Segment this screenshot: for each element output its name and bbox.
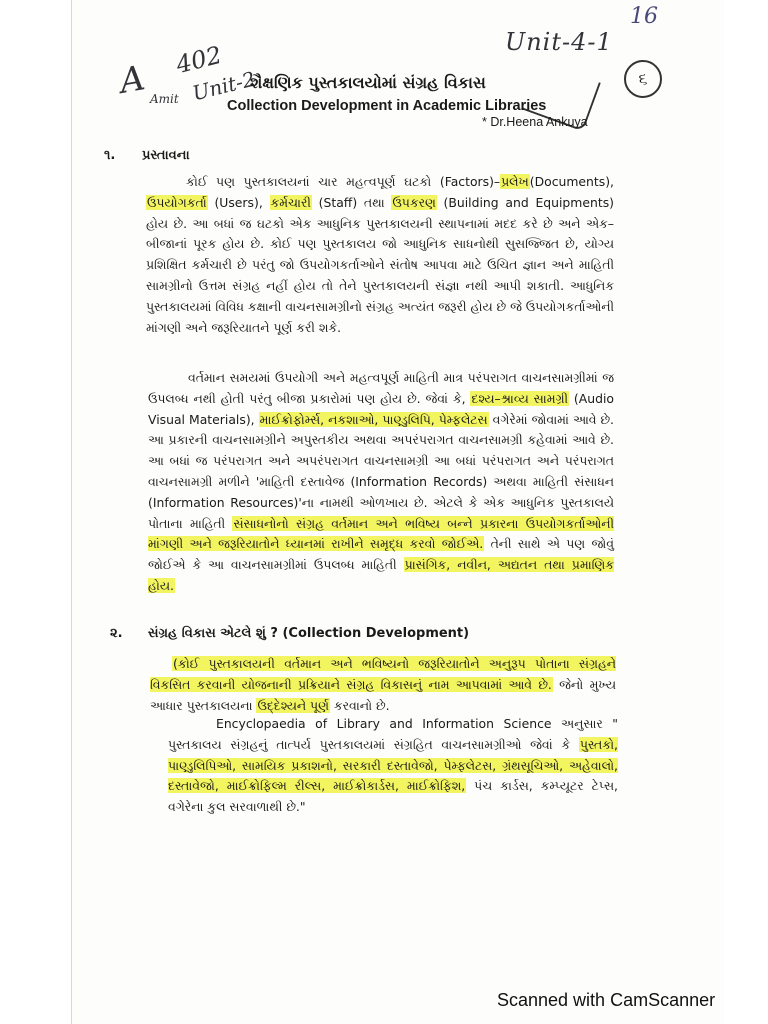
title-gujarati: શૈક્ષણિક પુસ્તકાલયોમાં સંગ્રહ વિકાસ: [250, 73, 486, 92]
course-code-handwritten: 402: [173, 40, 225, 80]
section-number: ૧.: [104, 148, 116, 163]
section-title: સંગ્રહ વિકાસ એટલે શું ? (Collection Development): [148, 626, 470, 641]
title-english: Collection Development in Academic Libraries: [227, 98, 547, 114]
section-title: પ્રસ્તાવના: [142, 148, 190, 163]
section-number: ૨.: [110, 626, 123, 641]
paragraph-information-resources: વર્તમાન સમયમાં ઉપયોગી અને મહત્વપૂર્ણ માહિતી માત્ર પરંપરાગત વાચનસામગ્રીમાં જ ઉપલબ્ધ નથી હોતી પરંતુ બીજા પ્રકારોમાં પણ હોય છે. જેવાં કે, દશ્ય–શ્રાવ્ય સામગ્રી (Audio Visual Materials), માઈક્રોફોર્મ્સ, નકશાઓ, પાણ્ડુલિપિ, પેમ્ફલેટસ વગેરેમાં જોવામાં આવે છે. આ પ્રકારની વાચનસામગ્રીને અપુસ્તકીય અથવા અપરંપરાગત વાચનસામગ્રી કહેવામાં આવે છે. આ બધાં જ પરંપરાગત અને અપરંપરાગત વાચનસામગ્રી આ બધાં પરંપરાગત અને પરંપરાગત વાચનસામગ્રી મળીને 'માહિતી દસ્તાવેજ (Information Records) અથવા માહિતી સંસાધન (Information Resources)'ના નામથી ઓળખાય છે. એટલે કે એક આધુનિક પુસ્તકાલયે પોતાના માહિતી સંસાધનોનો સંગ્રહ વર્તમાન અને ભવિષ્ય બન્ને પ્રકારના ઉપયોગકર્તાઓની માંગણી અને જરૂરિયાતોને ધ્યાનમાં રાખીને સમૃદ્ધ કરવો જોઈએ. તેની સાથે એ પણ જોવું જોઈએ કે આ વાચનસામગ્રીમાં ઉપલબ્ધ માહિતી પ્રાસંગિક, નવીન, અદ્યતન તથા પ્રમાણિક હોય.: [148, 370, 615, 593]
page-number: 16: [630, 4, 658, 29]
paragraph-introduction: કોઈ પણ પુસ્તકાલયનાં ચાર મહત્વપૂર્ણ ઘટકો (Factors)–પ્રલેખ(Documents), ઉપયોગકર્તા (Users), કર્મચારી (Staff) તથા ઉપકરણ (Building and Equipments) હોય છે. આ બધાં જ ઘટકો એક આધુનિક પુસ્તકાલયની સ્થાપનામાં મદદ કરે છે અને એક–બીજાનાં પૂરક હોય છે. કોઈ પણ પુસ્તકાલય જો આધુનિક સાધનોથી સુસજ્જિત છે, યોગ્ય પ્રશિક્ષિત કર્મચારી છે પરંતુ જો ઉપયોગકર્તાઓને સંતોષ આપવા માટે ઉચિત જ્ઞાન અને માહિતી સામગ્રીનો ઉત્તમ સંગ્રહ નહીં હોય તો તેને પુસ્તકાલયની સંજ્ઞા નથી આપી શકાતી. આધુનિક પુસ્તકાલયમાં વિવિધ કક્ષાની વાચનસામગ્રીનો સંગ્રહ અત્યંત જરૂરી હોય છે જે ઉપયોગકર્તાઓની માંગણી અને જરૂરિયાતને પૂર્ણ કરી શકે.: [146, 174, 614, 335]
paragraph-encyclopaedia-quote: Encyclopaedia of Library and Information Science અનુસાર " પુસ્તકાલય સંગ્રહનું તાત્પર્ય પુસ્તકાલયમાં સંગ્રહિત વાચનસામગ્રીઓ જેવાં કે પુસ્તકો, પાણ્ડુલિપિઓ, સામયિક પ્રકાશનો, સરકારી દસ્તાવેજો, પેમ્ફલેટસ, ગ્રંથસૂચિઓ, અહેવાલો, દસ્તાવેજો, માઈક્રોફિલ્મ રીલ્સ, માઈક્રોકાર્ડસ, માઈક્રોફિશ, પંચ કાર્ડસ, કમ્પ્યૂટર ટેપ્સ, વગેરેના કુલ સરવાળાથી છે.": [168, 716, 618, 815]
grade-mark-handwritten: A: [116, 58, 148, 102]
author: * Dr.Heena Ankuya: [482, 115, 588, 129]
circled-number: ૬: [624, 60, 662, 98]
unit-note-handwritten: Unit-2: [190, 66, 258, 106]
unit-label-handwritten: Unit-4-1: [505, 28, 613, 56]
scanner-watermark: Scanned with CamScanner: [497, 990, 716, 1010]
paragraph-definition: (કોઈ પુસ્તકાલયની વર્તમાન અને ભવિષ્યનો જરૂરિયાતોને અનુરૂપ પોતાના સંગ્રહને વિકસિત કરવાની યોજનાની પ્રક્રિયાને સંગ્રહ વિકાસનું નામ આપવામાં આવે છે. જેનો મુખ્ય આધાર પુસ્તકાલયના ઉદ્દેશ્યને પૂર્ણ કરવાનો છે.: [150, 656, 616, 713]
grade-signature-handwritten: Amit: [150, 92, 179, 106]
